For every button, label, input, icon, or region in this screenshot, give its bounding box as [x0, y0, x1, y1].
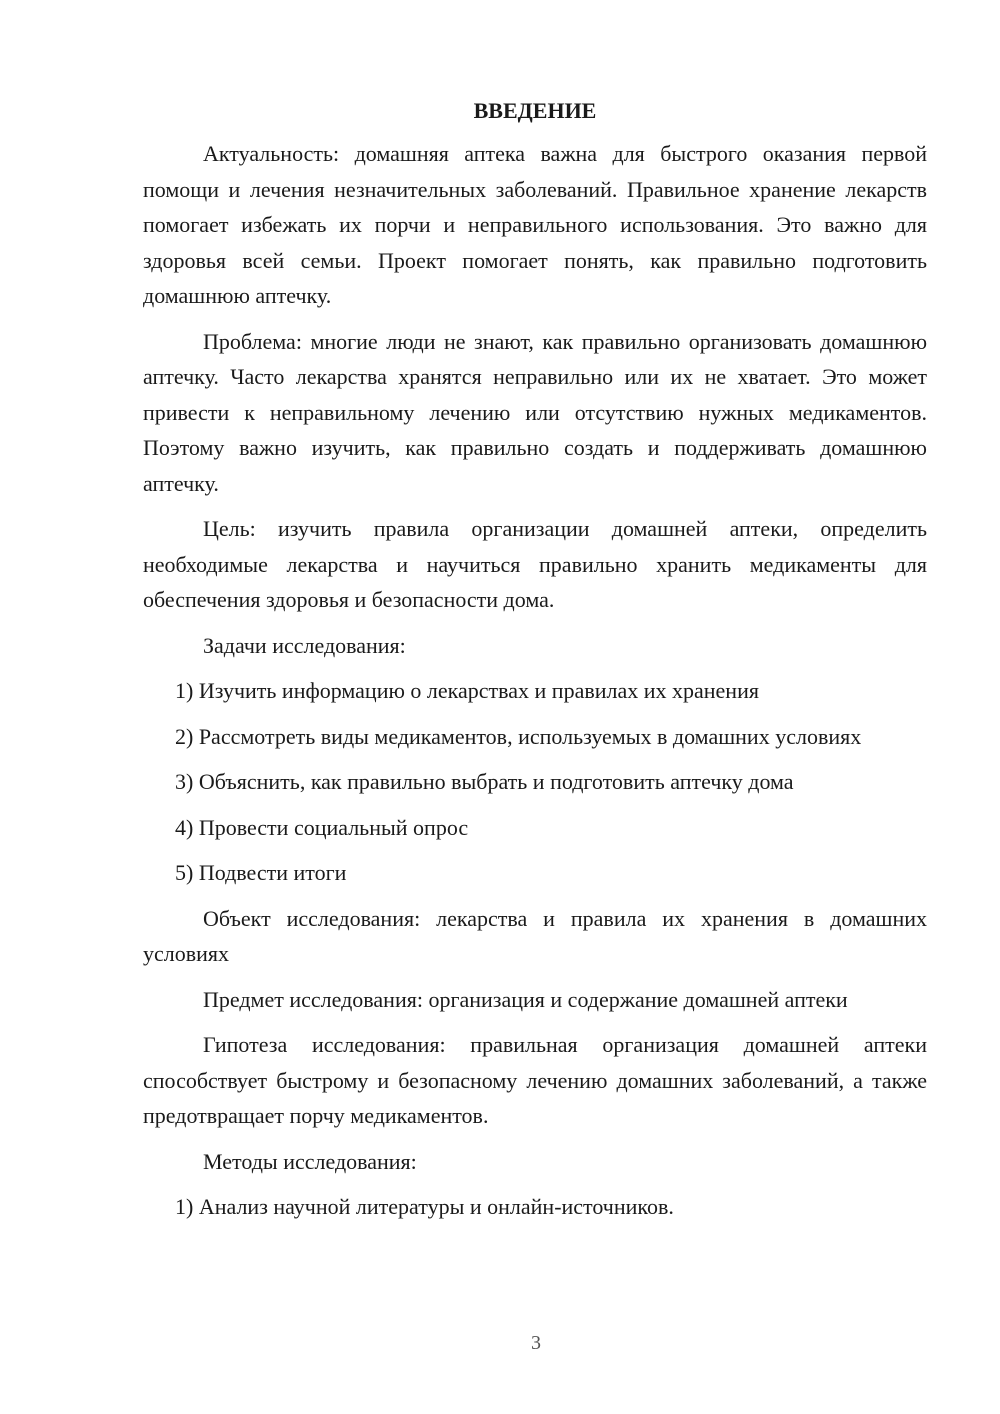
paragraph-problem: Проблема: многие люди не знают, как правильно организовать домашнюю аптечку. Часто лекарства хранятся неправильно или их не хватает. Это может привести к неправильному лечению или отсутствию нужных медикаментов. Поэтому важно изучить, как правильно создать и поддерживать домашнюю аптечку.	[143, 328, 927, 496]
paragraph-object: Объект исследования: лекарства и правила их хранения в домашних условиях	[143, 905, 927, 966]
list-item-task-5: 5) Подвести итоги	[175, 860, 347, 885]
tasks-heading: Задачи исследования:	[203, 632, 406, 658]
methods-heading: Методы исследования:	[203, 1148, 417, 1174]
section-title: ВВЕДЕНИЕ	[473, 98, 597, 123]
list-item-task-1: 1) Изучить информацию о лекарствах и правилах их хранения	[175, 678, 759, 703]
paragraph-hypothesis: Гипотеза исследования: правильная организация домашней аптеки способствует быстрому и безопасному лечению домашних заболеваний, а также предотвращает порчу медикаментов.	[143, 1032, 927, 1128]
paragraph-goal: Цель: изучить правила организации домашней аптеки, определить необходимые лекарства и научиться правильно хранить медикаменты для обеспечения здоровья и безопасности дома.	[143, 516, 927, 612]
page-body	[143, 94, 927, 1225]
list-item-task-3: 3) Объяснить, как правильно выбрать и подготовить аптечку дома	[175, 769, 794, 794]
list-item-task-2: 2) Рассмотреть виды медикаментов, используемых в домашних условиях	[175, 723, 862, 749]
paragraph-subject: Предмет исследования: организация и содержание домашней аптеки	[203, 986, 848, 1012]
list-item-method-1: 1) Анализ научной литературы и онлайн-источников.	[175, 1194, 674, 1219]
paragraph-relevance: Актуальность: домашняя аптека важна для быстрого оказания первой помощи и лечения незначительных заболеваний. Правильное хранение лекарств помогает избежать их порчи и неправильного использования. Это важно для здоровья всей семьи. Проект помогает понять, как правильно подготовить домашнюю аптечку.	[143, 141, 927, 308]
page-number: 3	[531, 1332, 541, 1354]
list-item-task-4: 4) Провести социальный опрос	[175, 814, 469, 840]
